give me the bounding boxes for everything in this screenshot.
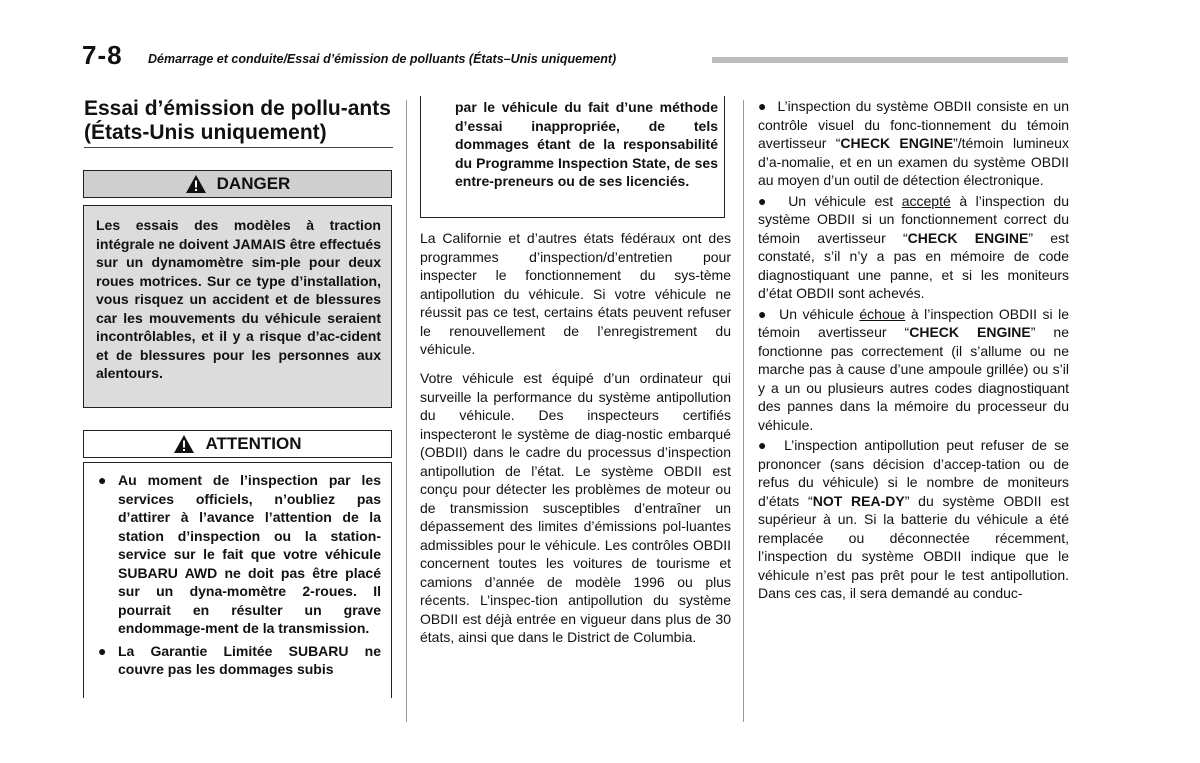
text: L’inspection du système OBDII consiste en un contrôle visuel du fonc-tionnement du témoin avertisseur “: [758, 98, 1069, 151]
bullet: ●: [758, 192, 772, 209]
title-rule: [84, 147, 393, 148]
danger-text: Les essais des modèles à traction intégrale ne doivent JAMAIS être effectués sur un dynamomètre sim-ple pour deux roues motrices. Sur ce type d’installation, vous risquez un accident et de blessures car les mouvements du véhicule seraient incontrôlables, et il y a risque d’ac-cident et de blessures pour les personnes aux alentours.: [83, 205, 392, 408]
bullet: ●: [758, 98, 768, 114]
text: à l’inspection du système OBDII si un fonctionnement correct du témoin avertisseur “: [758, 192, 1070, 246]
fails-word: échoue: [859, 305, 906, 322]
attention-continuation: par le véhicule du fait d’une méthode d’essai inappropriée, de tels dommages étant de la responsabilité du Programme Inspection State, de ses entre-preneurs ou de ses licenciés.: [420, 96, 725, 218]
paragraph-obdii-system: Votre véhicule est équipé d’un ordinateur qui surveille la performance du système antipollution du véhicule. Des inspecteurs certifiés inspecteront le système de diag-nostic embarqué (OBDII) dans le cadre du processus d’inspection antipollution de l’état. Le système OBDII est conçu pour détecter les problèmes de moteur ou de transmission susceptibles d’entraîner un dépassement des limites d’émissions pol-luantes admissibles pour le véhicule. Les contrôles OBDII concernent toutes les voitures de tourisme et camions d’année de modèle 1996 ou plus récents. L’inspec-tion antipollution du système OBDII est déjà entrée en vigueur dans plus de 30 états, ainsi que dans le District de Columbia.: [420, 370, 731, 645]
column-3: [758, 97, 1069, 605]
attention-label: ATTENTION: [205, 434, 302, 453]
text: L’inspection antipollution peut refuser de se prononcer (sans décision d’accep-tation ou de refus du véhicule) si le nombre de moniteurs d’états “: [758, 437, 1070, 509]
attention-list: [92, 471, 381, 679]
obdii-inspection-paragraph: [758, 97, 1069, 190]
bullet: ●: [98, 472, 107, 488]
text: ”/témoin lumineux d’a-nomalie, et en un examen du système OBDII au moyen d’un outil de détection électronique.: [758, 135, 1069, 188]
text: Un véhicule: [779, 305, 860, 322]
text: à l’inspection OBDII si le témoin avertisseur “: [758, 305, 1070, 340]
danger-label: DANGER: [216, 174, 291, 193]
column-separator: [406, 100, 407, 722]
not-ready-label: NOT REA-DY: [812, 492, 905, 509]
attention-item-text: La Garantie Limitée SUBARU ne couvre pas les dommages subis: [118, 642, 381, 677]
header-rule: [712, 57, 1068, 63]
page-number: 7-8: [82, 40, 123, 70]
text: Un véhicule est: [788, 192, 902, 209]
check-engine-label: CHECK ENGINE: [907, 229, 1029, 246]
section-title: Essai d’émission de pollu-ants (États-Unis uniquement): [84, 97, 391, 144]
bullet: ●: [98, 642, 107, 659]
danger-header: [83, 170, 392, 198]
column-separator: [743, 100, 744, 722]
running-header: Démarrage et conduite/Essai d’émission de polluants (États–Unis uniquement): [148, 52, 617, 66]
attention-body: [83, 462, 392, 698]
check-engine-label: CHECK ENGINE: [840, 135, 954, 151]
paragraph-inspection-programs: La Californie et d’autres états fédéraux ont des programmes d’inspection/d’entretien pour inspecter le fonctionnement du sys-tème antipollution du véhicule. Si votre véhicule ne réussit pas ce test, certains états peuvent refuser le renouvellement de l’enregistrement du véhicule.: [420, 230, 731, 357]
warning-triangle-icon: [173, 434, 195, 454]
attention-item-text: Au moment de l’inspection par les services officiels, n’oubliez pas d’attirer à l’avance l’attention de la station d’inspection ou la station-service sur le fait que votre véhicule SUBARU AWD ne doit pas être placé sur un dyna-momètre 2-roues. Il pourrait en résulter un grave endommage-ment de la transmission.: [118, 472, 381, 636]
check-engine-label: CHECK ENGINE: [909, 324, 1031, 340]
accepted-word: accepté: [901, 192, 951, 209]
accepted-paragraph: [758, 192, 1069, 303]
attention-item: [92, 471, 381, 638]
bullet: ●: [758, 437, 770, 453]
bullet: ●: [758, 305, 769, 322]
not-ready-paragraph: [758, 436, 1069, 603]
text: ” est constaté, s’il n’y a pas en mémoire de code diagnostiquant une panne, et si les moniteurs d’état OBDII sont achevés.: [758, 229, 1069, 301]
warning-triangle-icon: [185, 174, 207, 194]
attention-item: [92, 642, 381, 679]
fails-paragraph: [758, 305, 1069, 435]
attention-header: [83, 430, 392, 458]
text: ” du système OBDII est supérieur à un. Si la batterie du véhicule a été remplacée ou déconnectée récemment, l’inspection du système OBDII indique que le véhicule n’est pas prêt pour le test antipollution. Dans ces cas, il sera demandé au conduc-: [758, 492, 1069, 601]
text: ” ne fonctionne pas correctement (il s’allume ou ne marche pas à cause d’une ampoule grillée) ou s’il y a un ou plusieurs autres codes diagnostiquant des pannes dans la mémoire du processeur du véhicule.: [758, 324, 1070, 433]
